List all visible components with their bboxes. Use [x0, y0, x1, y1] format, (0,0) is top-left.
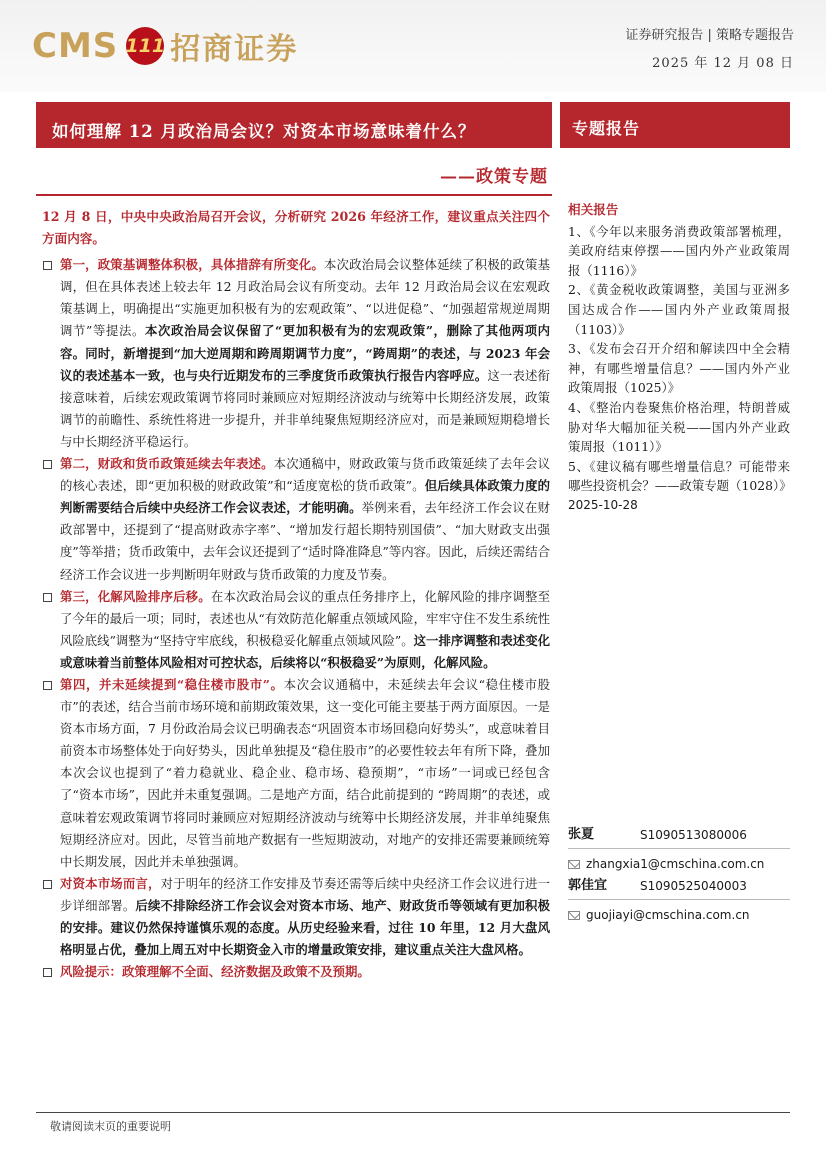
checkbox-bullet-icon: [43, 593, 52, 602]
checkbox-bullet-icon: [43, 261, 52, 270]
mail-icon: [568, 860, 580, 869]
related-reports: [568, 200, 790, 516]
point-lead: 第三，化解风险排序后移。: [60, 588, 211, 604]
report-date: 2025 年 12 月 08 日: [652, 56, 794, 71]
related-item[interactable]: 5、《建议稿有哪些增量信息？可能带来哪些投资机会？——政策专题（1028）》: [568, 458, 792, 494]
divider: [568, 848, 790, 849]
point-text: 本次会议通稿中，未延续去年会议“稳住楼市股市”的表述，结合当前市场环境和前期政策效果，这一变化可能主要基于两方面原因。一是资本市场方面，7 月份政治局会议已明确表态“巩固资本市场回稳向好势头”，或意味着目前资本市场整体处于向好势头，因此单独提及“稳住股市”的必要性较去年有所下降，叠加本次会议也提到了“着力稳就业、稳企业、稳市场、稳预期”，“市场”一词或已经包含了“资本市场”，因此并未重复强调。二是地产方面，结合此前提到的 “跨周期”的表述，或意味着宏观政策调节将同时兼顾应对短期经济波动与统筹中长期经济发展，并非单纯聚焦短期经济应对。因此，尽管当前地产数据有一些短期波动，对地产的安排还需要兼顾统筹中长期发展，因此并未单独强调。: [60, 676, 550, 869]
author-row: [568, 875, 790, 897]
report-category: 专题报告: [560, 102, 790, 148]
related-title: 相关报告: [568, 202, 619, 217]
point-1: [42, 254, 550, 453]
logo-mark-icon: 111: [126, 27, 164, 65]
author-name: 张夏: [568, 827, 595, 842]
risk-text: 风险提示：政策理解不全面、经济数据及政策不及预期。: [60, 964, 370, 980]
report-type: 证券研究报告 | 策略专题报告: [625, 28, 794, 43]
mail-icon: [568, 911, 580, 920]
point-bold: 本次政治局会议保留了“更加积极有为的宏观政策”，删除了其他两项内容。同时，新增提到“加大逆周期和跨周期调节力度”，“跨周期”的表述，与 2023 年会议的表述基本一致，也与央行近期发布的三季度货币政策执行报告内容呼应。: [60, 323, 550, 383]
company-logo: [32, 22, 298, 70]
page-header: [0, 0, 826, 92]
point-bold: 但后续具体政策力度的判断需要结合后续中央经济工作会议表述，才能明确。: [60, 478, 551, 516]
divider: [568, 899, 790, 900]
checkbox-bullet-icon: [43, 460, 52, 469]
title-divider: [36, 194, 552, 196]
intro-summary: 12 月 8 日，中央中央政治局召开会议，分析研究 2026 年经济工作，建议重点关注四个方面内容。: [42, 209, 550, 247]
related-item-date: 2025-10-28: [568, 497, 638, 512]
point-2: [42, 453, 550, 586]
point-lead: 第二，财政和货币政策延续去年表述。: [60, 456, 274, 472]
point-bold: 后续不排除经济工作会议会对资本市场、地产、财政货币等领域有更加积极的安排。建议仍然保持谨慎乐观的态度。从历史经验来看，过往 10 年里，12 月大盘风格明显占优，叠加上周五对中长期资金入市的增量政策安排，建议重点关注大盘风格。: [60, 897, 551, 958]
report-subtitle: ——政策专题: [440, 167, 548, 187]
point-lead: 第一，政策基调整体积极，具体措辞有所变化。: [60, 257, 324, 273]
author-email-row: [568, 853, 790, 875]
point-lead: 对资本市场而言，: [60, 875, 161, 891]
main-content: [42, 206, 550, 983]
point-text: 对于明年的经济工作安排及节奏还需等后续中央经济工作会议进行进一步详细部署。: [60, 875, 551, 913]
author-block: [568, 824, 790, 926]
author-license: S1090513080006: [640, 828, 747, 842]
related-item[interactable]: 1、《今年以来服务消费政策部署梳理，美政府结束停摆——国内外产业政策周报（1116）》: [568, 223, 790, 278]
related-list: [568, 222, 790, 496]
author-name: 郭佳宜: [568, 878, 608, 893]
logo-cn-text: 招商证券: [170, 32, 299, 67]
author-license: S1090525040003: [640, 879, 747, 893]
point-text: 这一表述衔接意味着，后续宏观政策调节将同时兼顾应对短期经济波动与统筹中长期经济发展，政策调节的前瞻性、系统性将进一步提升，并非单纯聚焦短期经济应对，而是兼顾短期稳增长与中长期经济平稳运行。: [60, 367, 551, 449]
point-4: [42, 674, 550, 873]
author-email[interactable]: guojiayi@cmschina.com.cn: [586, 908, 750, 922]
author-row: [568, 824, 790, 846]
author-email-row: [568, 904, 790, 926]
checkbox-bullet-icon: [43, 681, 52, 690]
header-meta: [625, 24, 794, 71]
checkbox-bullet-icon: [43, 880, 52, 889]
related-item[interactable]: 4、《整治内卷聚焦价格治理，特朗普威胁对华大幅加征关税——国内外产业政策周报（1011）》: [568, 399, 790, 455]
related-item[interactable]: 3、《发布会召开介绍和解读四中全会精神，有哪些增量信息？——国内外产业政策周报（1025）》: [568, 341, 790, 396]
footer-note: 敬请阅读末页的重要说明: [50, 1120, 171, 1133]
footer-divider: [36, 1112, 790, 1113]
point-5: [42, 873, 550, 961]
point-text: 本次通稿中，财政政策与货币政策延续了去年会议的核心表述，即“更加积极的财政政策”和“适度宽松的货币政策”。: [60, 456, 551, 494]
checkbox-bullet-icon: [43, 968, 52, 977]
logo-cms-text: CMS: [32, 26, 119, 66]
report-title: 如何理解 12 月政治局会议？对资本市场意味着什么？: [36, 102, 552, 148]
related-item[interactable]: 2、《黄金税收政策调整，美国与亚洲多国达成合作——国内外产业政策周报（1103）》: [568, 282, 790, 337]
point-bold: 这一排序调整和表述变化或意味着当前整体风险相对可控状态，后续将以“积极稳妥”为原则，化解风险。: [60, 632, 550, 670]
point-3: [42, 586, 550, 674]
point-text: 在本次政治局会议的重点任务排序上，化解风险的排序调整至了今年的最后一项；同时，表述也从“有效防范化解重点领域风险，牢牢守住不发生系统性风险底线”调整为“坚持守牢底线，积极稳妥化解重点领域风险”。: [60, 588, 551, 648]
point-text: 举例来看，去年经济工作会议在财政部署中，还提到了“提高财政赤字率”、“增加发行超长期特别国债”、“加大财政支出强度”等举措；货币政策中，去年会议还提到了“适时降准降息”等内容。因此，后续还需结合经济工作会议进一步判断明年财政与货币政策的力度及节奏。: [60, 500, 551, 582]
author-email[interactable]: zhangxia1@cmschina.com.cn: [586, 857, 765, 871]
risk-warning: [42, 961, 550, 983]
point-text: 本次政治局会议整体延续了积极的政策基调，但在具体表述上较去年 12 月政治局会议有所变动。去年 12 月政治局会议在宏观政策基调上，明确提出“实施更加积极有为的宏观政策”、“以进促稳”、“加强超常规逆周期调节”等提法。: [60, 257, 551, 339]
point-lead: 第四，并未延续提到“稳住楼市股市”。: [60, 676, 284, 692]
